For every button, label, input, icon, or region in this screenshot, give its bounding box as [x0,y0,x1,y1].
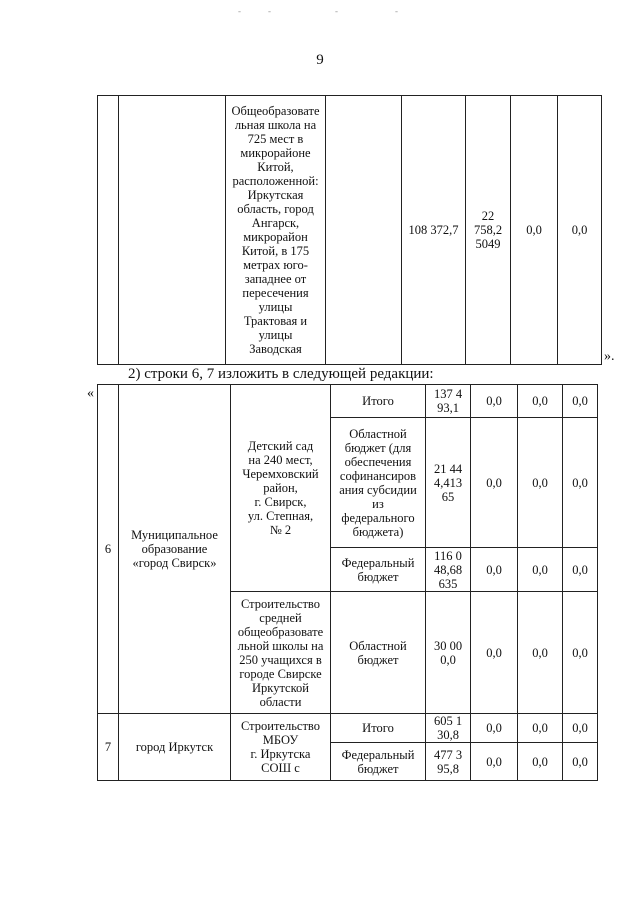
amount-cell: 22 758,2 5049 [466,96,511,365]
cell-empty [98,96,119,365]
scan-speck: - [395,6,398,16]
amount-cell: 477 3 95,8 [426,743,471,781]
value-cell: 0,0 [518,714,563,743]
cell-empty [119,96,226,365]
cell-empty [326,96,402,365]
value-cell: 0,0 [511,96,558,365]
amount-cell: 137 4 93,1 [426,385,471,418]
value-cell: 0,0 [471,592,518,714]
source-cell: Итого [331,385,426,418]
value-cell: 0,0 [563,714,598,743]
value-cell: 0,0 [563,548,598,592]
object-name-cell: Строительство МБОУ г. Иркутска СОШ с [231,714,331,781]
closing-quote: ». [604,349,615,364]
source-cell: Областной бюджет [331,592,426,714]
municipality-cell: Муниципальное образование «город Свирск» [119,385,231,714]
value-cell: 0,0 [518,385,563,418]
table-continued [97,95,602,365]
page-number: 9 [316,52,324,68]
value-cell: 0,0 [518,743,563,781]
value-cell: 0,0 [563,743,598,781]
value-cell: 0,0 [471,743,518,781]
row-number: 6 [98,385,119,714]
value-cell: 0,0 [558,96,602,365]
scan-speck: - [268,6,271,16]
value-cell: 0,0 [518,548,563,592]
value-cell: 0,0 [563,385,598,418]
source-cell: Федеральный бюджет [331,743,426,781]
value-cell: 0,0 [471,385,518,418]
amount-cell: 30 00 0,0 [426,592,471,714]
table-row [98,385,598,418]
object-name-cell: Строительство средней общеобразовате льной школы на 250 учащихся в городе Свирске Иркутской области [231,592,331,714]
object-name-cell: Детский сад на 240 мест, Черемховский район, г. Свирск, ул. Степная, № 2 [231,385,331,592]
scan-speck: - [335,6,338,16]
value-cell: 0,0 [518,592,563,714]
amount-cell: 116 0 48,68 635 [426,548,471,592]
value-cell: 0,0 [563,418,598,548]
table-row [98,96,602,365]
value-cell: 0,0 [518,418,563,548]
value-cell: 0,0 [471,714,518,743]
source-cell: Итого [331,714,426,743]
value-cell: 0,0 [471,548,518,592]
row-number: 7 [98,714,119,781]
source-cell: Федеральный бюджет [331,548,426,592]
amount-cell: 605 1 30,8 [426,714,471,743]
object-name-cell: Общеобразовате льная школа на 725 мест в микрорайоне Китой, расположенной: Иркутская область, город Ангарск, микрорайон Китой, в 175 метрах юго- западнее от пересечения улицы Трактовая и улицы Заводская [226,96,326,365]
amount-cell: 108 372,7 [402,96,466,365]
scan-speck: - [238,6,241,16]
municipality-cell: город Иркутск [119,714,231,781]
opening-quote: « [87,386,94,401]
amount-cell: 21 44 4,413 65 [426,418,471,548]
value-cell: 0,0 [563,592,598,714]
source-cell: Областной бюджет (для обеспечения софинансиров ания субсидии из федерального бюджета) [331,418,426,548]
amendment-caption: 2) строки 6, 7 изложить в следующей редакции: [128,366,434,382]
table-new-rows [97,384,598,781]
table-row [98,714,598,743]
value-cell: 0,0 [471,418,518,548]
